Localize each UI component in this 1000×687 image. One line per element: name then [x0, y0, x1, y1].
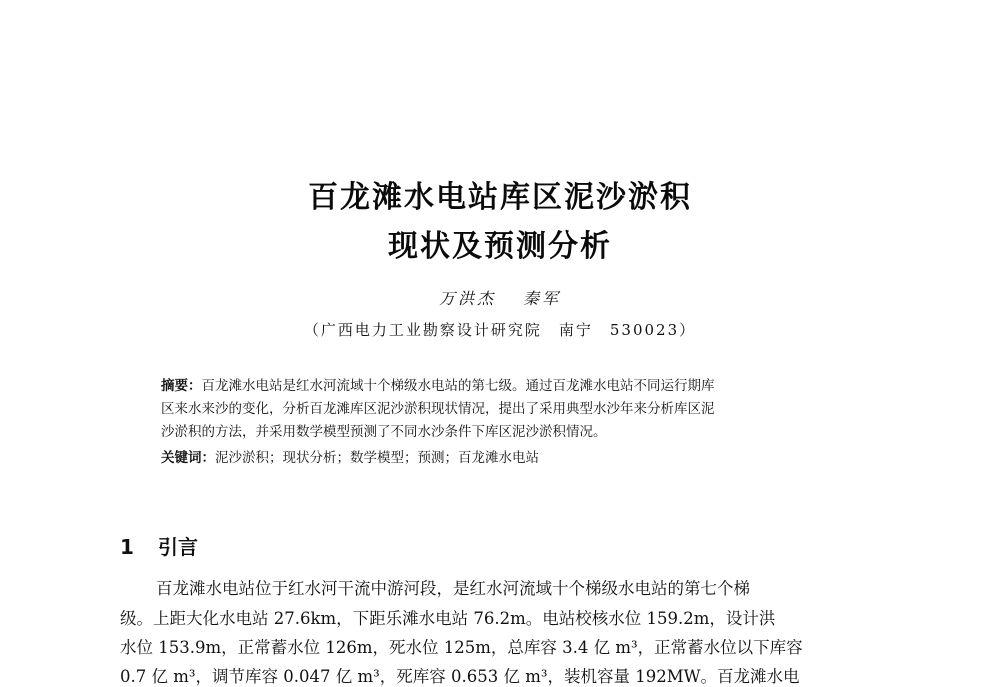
- body-line-4: 0.7 亿 m³，调节库容 0.047 亿 m³，死库容 0.653 亿 m³，装机容量 192MW。百龙滩水电: [120, 667, 800, 686]
- paper-title-line-1: 百龙滩水电站库区泥沙淤积: [308, 180, 692, 215]
- abstract-line-3: 沙淤积的方法，并采用数学模型预测了不同水沙条件下库区泥沙淤积情况。: [161, 424, 607, 440]
- body-line-3: 水位 153.9m，正常蓄水位 126m，死水位 125m，总库容 3.4 亿 m³，正常蓄水位以下库容: [120, 638, 803, 657]
- paper-title-line-2: 现状及预测分析: [388, 229, 612, 264]
- keywords-label: 关键词：: [161, 450, 215, 466]
- body-line-1: 百龙滩水电站位于红水河干流中游河段，是红水河流域十个梯级水电站的第七个梯: [156, 579, 750, 598]
- section-number: 1: [120, 535, 134, 559]
- section-heading: [120, 531, 198, 560]
- keywords-line: [161, 447, 861, 470]
- body-line-2: 级。上距大化水电站 27.6km，下距乐滩水电站 76.2m。电站校核水位 159.2m，设计洪: [120, 609, 776, 628]
- abstract-line-2: 区来水来沙的变化，分析百龙滩库区泥沙淤积现状情况，提出了采用典型水沙年来分析库区泥: [161, 401, 715, 417]
- abstract-label: 摘要：: [161, 378, 202, 394]
- keywords-text: 泥沙淤积；现状分析；数学模型；预测；百龙滩水电站: [215, 450, 539, 466]
- authors: 万洪杰 秦军: [438, 289, 562, 308]
- affiliation: （广西电力工业勘察设计研究院 南宁 530023）: [303, 321, 697, 339]
- section-title: 引言: [158, 535, 198, 559]
- abstract-text-1: 百龙滩水电站是红水河流域十个梯级水电站的第七级。通过百龙滩水电站不同运行期库: [201, 378, 715, 394]
- abstract-line-1: [161, 375, 861, 398]
